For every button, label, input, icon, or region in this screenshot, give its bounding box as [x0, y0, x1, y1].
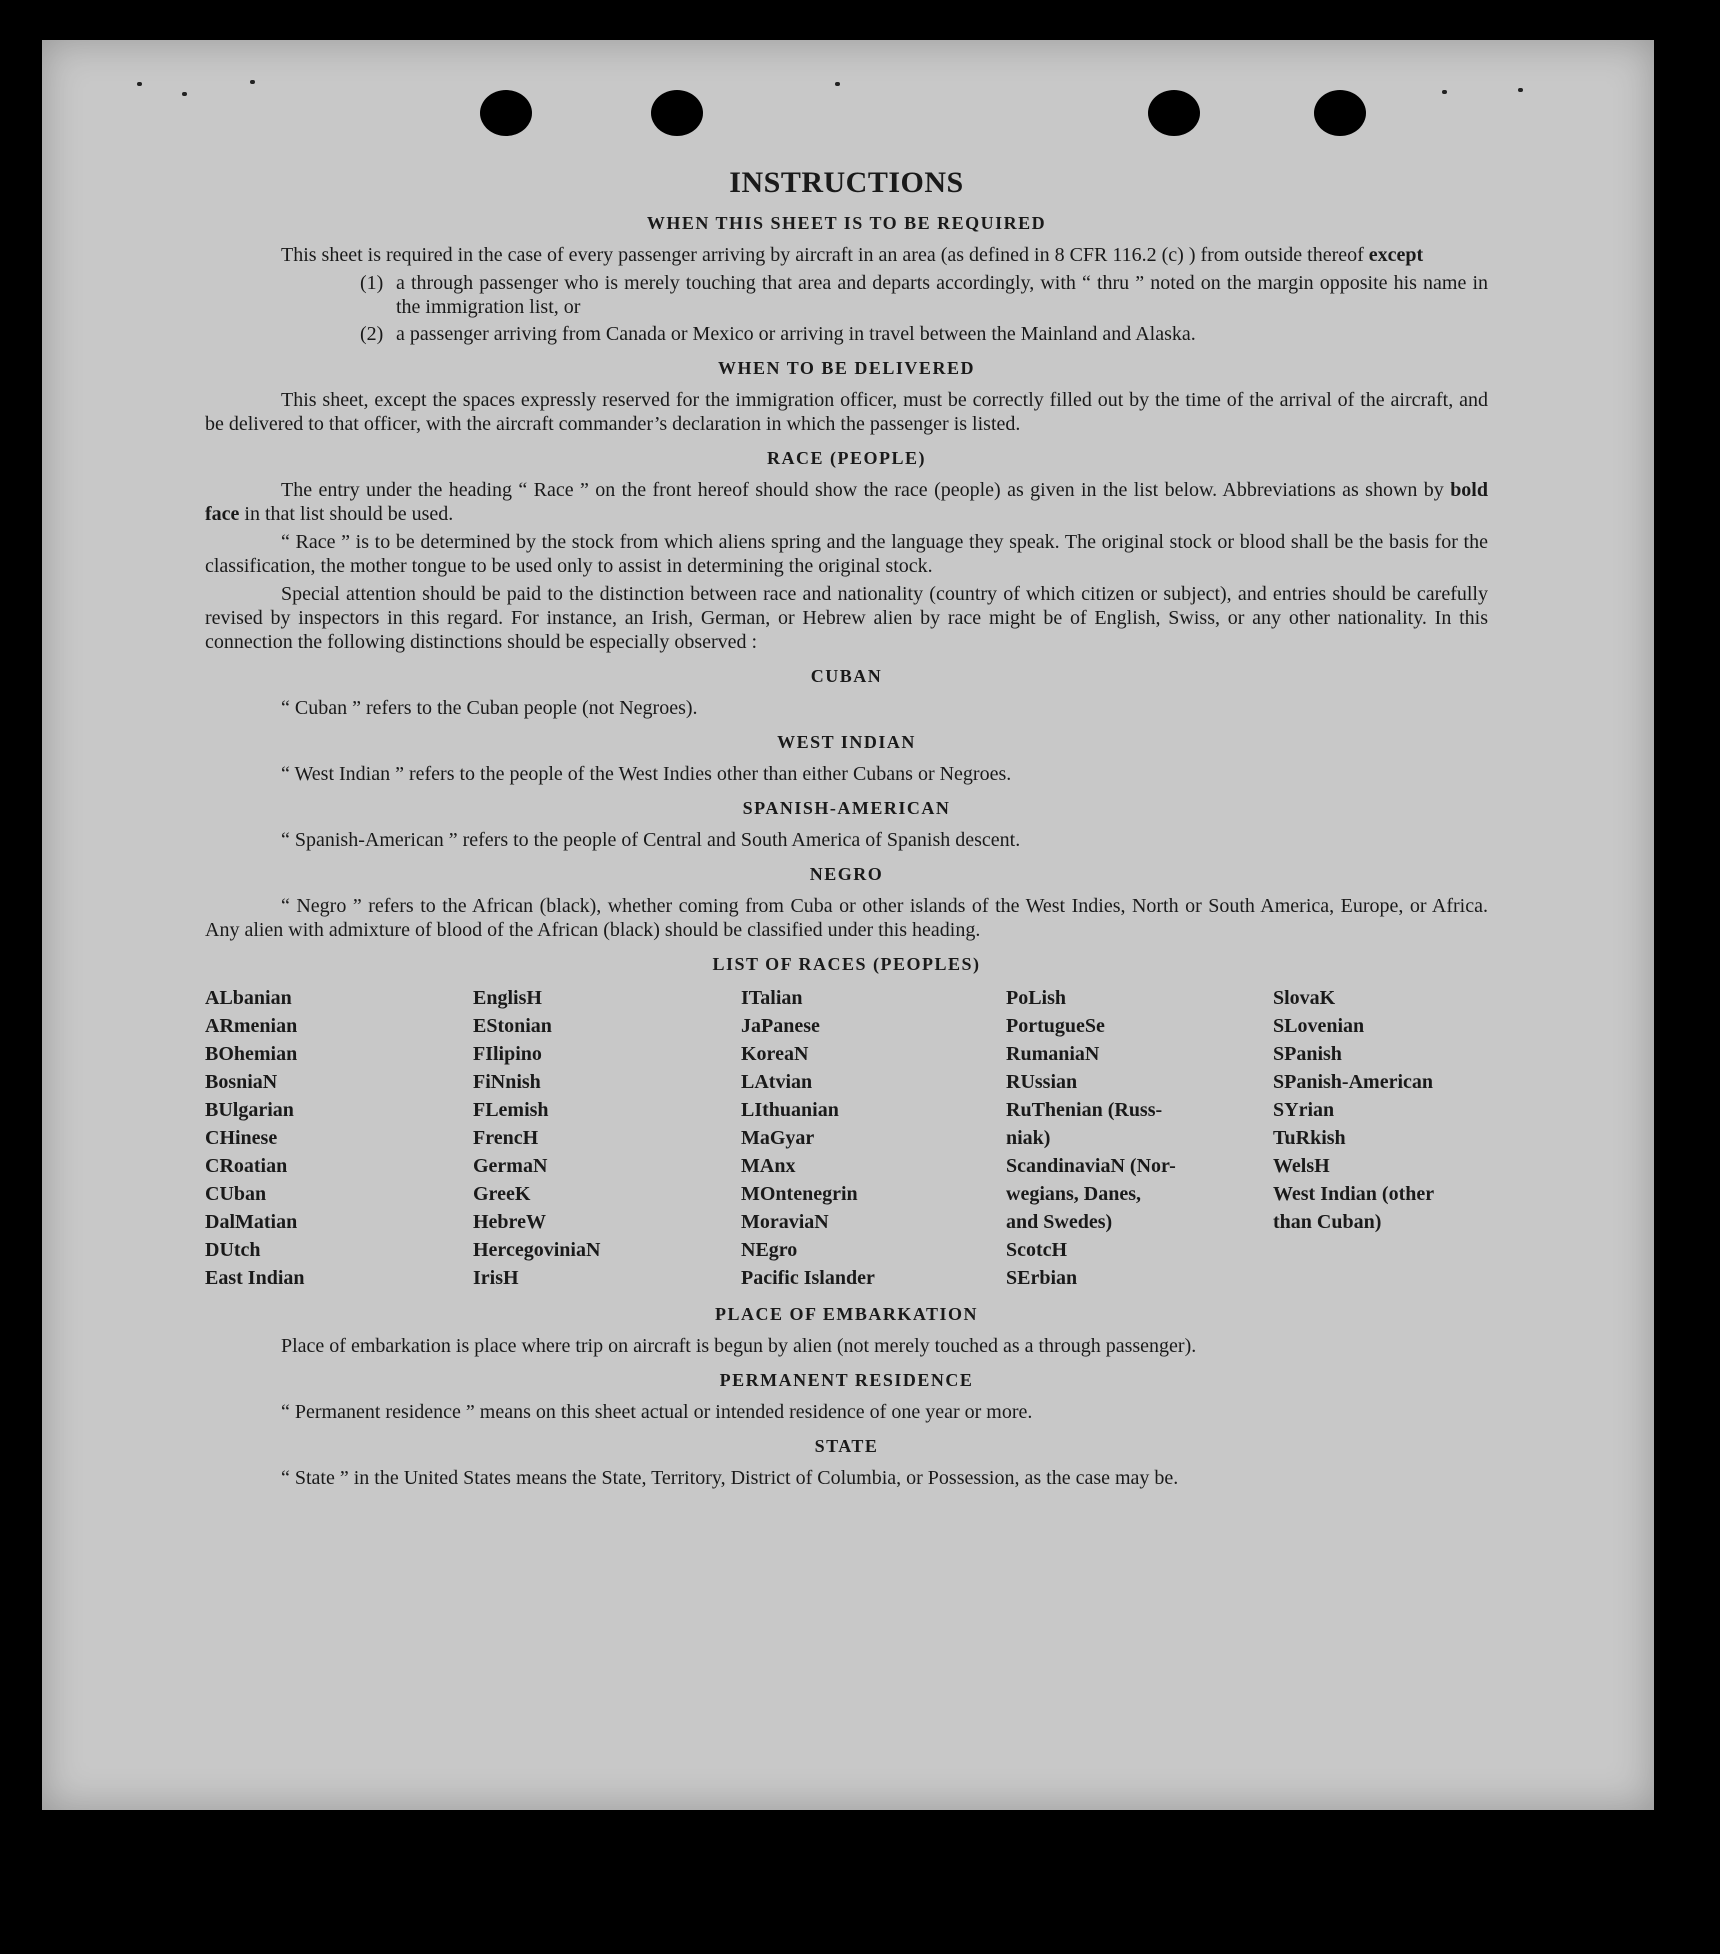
race-entry: BUlgarian — [205, 1099, 294, 1121]
race-entry: than Cuban) — [1273, 1211, 1382, 1233]
race-entry: EnglisH — [473, 987, 542, 1009]
list-item: (1) a through passenger who is merely touching that area and departs accordingly, with “ thru ” noted on the margin opposite his name in the immigration list, or — [360, 272, 1488, 318]
race-column — [1273, 984, 1488, 1292]
race-entry: RuThenian (Russ- — [1006, 1099, 1163, 1121]
paragraph: This sheet is required in the case of every passenger arriving by aircraft in an area (as defined in 8 CFR 116.2 (c) ) from outside thereof except — [281, 244, 1424, 266]
race-entry: HercegoviniaN — [473, 1239, 601, 1261]
section-heading: WHEN THIS SHEET IS TO BE REQUIRED — [646, 213, 1047, 233]
race-entry: DUtch — [205, 1239, 261, 1261]
race-entry: CHinese — [205, 1127, 278, 1149]
race-entry: ARmenian — [205, 1015, 298, 1037]
paragraph: “ Permanent residence ” means on this sheet actual or intended residence of one year or more. — [281, 1401, 1033, 1423]
race-entry: PortugueSe — [1006, 1015, 1105, 1037]
section-heading: WEST INDIAN — [777, 732, 916, 752]
race-column — [205, 984, 473, 1292]
race-entry: LIthuanian — [741, 1099, 839, 1121]
race-entry: FIlipino — [473, 1043, 542, 1065]
section-heading: PLACE OF EMBARKATION — [714, 1304, 978, 1324]
race-entry: IrisH — [473, 1267, 519, 1289]
race-entry: RUssian — [1006, 1071, 1078, 1093]
section-heading: NEGRO — [809, 864, 884, 884]
race-column — [473, 984, 741, 1292]
race-entry: SYrian — [1273, 1099, 1335, 1121]
race-entry: BosniaN — [205, 1071, 278, 1093]
race-entry: RumaniaN — [1006, 1043, 1100, 1065]
paragraph: “ West Indian ” refers to the people of the West Indies other than either Cubans or Negroes. — [281, 763, 1012, 785]
paragraph: “ Cuban ” refers to the Cuban people (not Negroes). — [281, 697, 698, 719]
race-entry: EStonian — [473, 1015, 552, 1037]
punch-hole — [1148, 90, 1200, 136]
race-entry: niak) — [1006, 1127, 1051, 1149]
paragraph: “ Negro ” refers to the African (black), whether coming from Cuba or other islands of the West Indies, North or South America, Europe, or Africa. Any alien with admixture of blood of the African (black) should be classified under this heading. — [205, 895, 1488, 941]
race-entry: NEgro — [741, 1239, 798, 1261]
punch-hole — [651, 90, 703, 136]
race-entry: HebreW — [473, 1211, 546, 1233]
page-title: INSTRUCTIONS — [729, 166, 964, 199]
paragraph: Place of embarkation is place where trip on aircraft is begun by alien (not merely touched as a through passenger). — [281, 1335, 1197, 1357]
race-entry: BOhemian — [205, 1043, 298, 1065]
race-entry: FrencH — [473, 1127, 539, 1149]
section-heading: SPANISH-AMERICAN — [742, 798, 951, 818]
race-column — [741, 984, 1006, 1292]
race-entry: JaPanese — [741, 1015, 820, 1037]
instructions-content — [205, 165, 1488, 1494]
race-entry: TuRkish — [1273, 1127, 1346, 1149]
section-heading: STATE — [814, 1436, 879, 1456]
section-heading: LIST OF RACES (PEOPLES) — [712, 954, 981, 974]
race-entry: East Indian — [205, 1267, 305, 1289]
race-entry: GreeK — [473, 1183, 531, 1205]
race-entry: FLemish — [473, 1099, 549, 1121]
speck — [250, 80, 255, 84]
paragraph: Special attention should be paid to the distinction between race and nationality (country of which citizen or subject), and entries should be carefully revised by inspectors in this regard. For instance, an Irish, German, or Hebrew alien by race might be of English, Swiss, or any other nationality. In this connection the following distinctions should be especially observed : — [205, 583, 1488, 653]
race-entry: LAtvian — [741, 1071, 813, 1093]
section-heading: RACE (PEOPLE) — [767, 448, 926, 468]
punch-hole — [480, 90, 532, 136]
race-entry: MaGyar — [741, 1127, 815, 1149]
race-entry: CUban — [205, 1183, 267, 1205]
race-entry: ITalian — [741, 987, 803, 1009]
race-entry: CRoatian — [205, 1155, 288, 1177]
race-entry: ScotcH — [1006, 1239, 1068, 1261]
race-entry: WelsH — [1273, 1155, 1330, 1177]
race-entry: SPanish — [1273, 1043, 1342, 1065]
paragraph: “ State ” in the United States means the State, Territory, District of Columbia, or Possession, as the case may be. — [281, 1467, 1179, 1489]
punch-hole — [1314, 90, 1366, 136]
race-entry: West Indian (other — [1273, 1183, 1435, 1205]
race-entry: Pacific Islander — [741, 1267, 875, 1289]
race-column — [1006, 984, 1273, 1292]
race-entry: SPanish-American — [1273, 1071, 1433, 1093]
race-entry: ALbanian — [205, 987, 292, 1009]
race-entry: and Swedes) — [1006, 1211, 1113, 1233]
paragraph: This sheet, except the spaces expressly reserved for the immigration officer, must be correctly filled out by the time of the arrival of the aircraft, and be delivered to that officer, with the aircraft commander’s declaration in which the passenger is listed. — [205, 389, 1488, 435]
race-entry: GermaN — [473, 1155, 548, 1177]
race-entry: ScandinaviaN (Nor- — [1006, 1155, 1176, 1177]
section-heading: CUBAN — [810, 666, 883, 686]
race-entry: KoreaN — [741, 1043, 809, 1065]
speck — [1442, 90, 1447, 94]
paragraph: “ Race ” is to be determined by the stock from which aliens spring and the language they speak. The original stock or blood shall be the basis for the classification, the mother tongue to be used only to assist in determining the original stock. — [205, 531, 1488, 577]
race-list — [205, 984, 1488, 1292]
race-entry: SLovenian — [1273, 1015, 1365, 1037]
speck — [1518, 88, 1523, 92]
paragraph: The entry under the heading “ Race ” on the front hereof should show the race (people) as given in the list below. Abbreviations as shown by bold face in that list should be used. — [205, 479, 1488, 525]
race-entry: SlovaK — [1273, 987, 1336, 1009]
race-entry: MoraviaN — [741, 1211, 829, 1233]
speck — [835, 82, 840, 86]
race-entry: DalMatian — [205, 1211, 298, 1233]
speck — [137, 82, 142, 86]
section-heading: PERMANENT RESIDENCE — [719, 1370, 974, 1390]
race-entry: PoLish — [1006, 987, 1067, 1009]
speck — [182, 92, 187, 96]
race-entry: MOntenegrin — [741, 1183, 858, 1205]
paragraph: “ Spanish-American ” refers to the people of Central and South America of Spanish descent. — [281, 829, 1021, 851]
list-item: (2) a passenger arriving from Canada or Mexico or arriving in travel between the Mainland and Alaska. — [360, 323, 1196, 345]
race-entry: SErbian — [1006, 1267, 1078, 1289]
section-heading: WHEN TO BE DELIVERED — [718, 358, 975, 378]
race-entry: wegians, Danes, — [1006, 1183, 1142, 1205]
race-entry: MAnx — [741, 1155, 796, 1177]
race-entry: FiNnish — [473, 1071, 541, 1093]
